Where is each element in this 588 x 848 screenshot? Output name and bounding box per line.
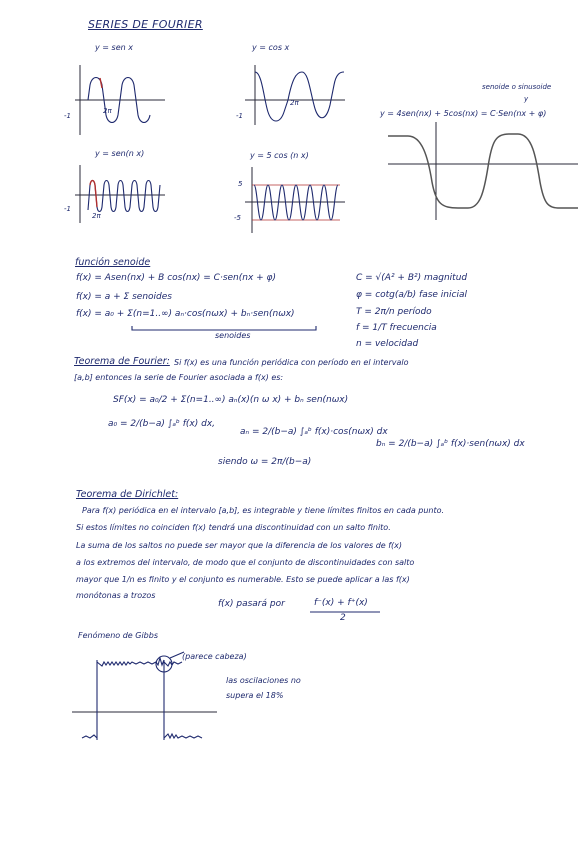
graph-senoide	[388, 122, 580, 222]
dirichlet-conv-den: 2	[340, 613, 346, 623]
fourier-heading: Teorema de Fourier:	[74, 356, 170, 367]
graph-5cos-pos: 5	[238, 180, 243, 188]
big-graph-note-y: y	[524, 95, 529, 103]
graph-senn	[70, 165, 170, 225]
graph-cos	[240, 60, 350, 130]
fourier-a0: a₀ = 2/(b−a) ∫ₐᵇ f(x) dx,	[108, 419, 216, 429]
senoide-eq3: f(x) = a₀ + Σ(n=1..∞) aₙ·cos(nωx) + bₙ·sen(nωx)	[76, 309, 295, 319]
graph-5cos	[240, 165, 350, 235]
dirichlet-l4: a los extremos del intervalo, de modo que el conjunto de discontinuidades con salto	[76, 558, 415, 567]
senoide-underbrace	[130, 325, 320, 333]
senoide-velocidad: n = velocidad	[356, 339, 419, 349]
senoide-eq1: f(x) = Asen(nx) + B cos(nx) = C·sen(nx + φ)	[76, 273, 277, 283]
fourier-sf: SF(x) = a₀/2 + Σ(n=1..∞) aₙ(x)(n ω x) + bₙ sen(nωx)	[113, 395, 349, 405]
dirichlet-l2: Si estos límites no coinciden f(x) tendrá una discontinuidad con un salto finito.	[76, 523, 391, 532]
gibbs-note2: las oscilaciones no	[226, 676, 301, 685]
graph-5cos-label: y = 5 cos (n x)	[250, 151, 309, 160]
graph-5cos-neg: -5	[234, 214, 241, 222]
gibbs-heading: Fenómeno de Gibbs	[78, 631, 158, 640]
dirichlet-conv-prefix: f(x) pasará por	[218, 599, 285, 609]
gibbs-note1: (parece cabeza)	[182, 652, 247, 661]
fourier-bn: bₙ = 2/(b−a) ∫ₐᵇ f(x)·sen(nωx) dx	[376, 439, 525, 449]
graph-sen-neg: -1	[64, 112, 71, 120]
graph-sen-period: 2π	[103, 107, 112, 115]
graph-gibbs	[72, 640, 222, 750]
fourier-an: aₙ = 2/(b−a) ∫ₐᵇ f(x)·cos(nωx) dx	[240, 427, 388, 437]
dirichlet-l1: Para f(x) periódica en el intervalo [a,b], es integrable y tiene límites finitos en cada punto.	[82, 506, 445, 515]
big-graph-formula: y = 4sen(nx) + 5cos(nx) = C·Sen(nx + φ)	[380, 109, 547, 118]
senoide-magnitud: C = √(A² + B²) magnitud	[356, 273, 468, 283]
graph-senn-period: 2π	[92, 212, 101, 220]
graph-cos-label: y = cos x	[252, 43, 290, 52]
dirichlet-l6: monótonas a trozos	[76, 591, 156, 600]
big-graph-note: senoide o sinusoide	[482, 83, 552, 91]
dirichlet-l5: mayor que 1/n es finito y el conjunto es numerable. Esto se puede aplicar a las f(x)	[76, 575, 410, 584]
gibbs-note3: supera el 18%	[226, 691, 284, 700]
fourier-line1: Si f(x) es una función periódica con período en el intervalo	[174, 358, 409, 367]
senoide-eq3-label: senoides	[215, 331, 251, 340]
senoide-heading: función senoide	[75, 257, 151, 268]
senoide-frecuencia: f = 1/T frecuencia	[356, 323, 437, 333]
dirichlet-fraction-bar	[310, 611, 382, 614]
graph-sen-label: y = sen x	[95, 43, 133, 52]
dirichlet-l3: La suma de los saltos no puede ser mayor que la diferencia de los valores de f(x)	[76, 541, 403, 550]
graph-cos-neg: -1	[236, 112, 243, 120]
page-title: SERIES DE FOURIER	[88, 18, 203, 31]
fourier-omega: siendo ω = 2π/(b−a)	[218, 457, 312, 467]
dirichlet-conv-num: f⁻(x) + f⁺(x)	[314, 598, 368, 608]
graph-senn-label: y = sen(n x)	[95, 149, 145, 158]
senoide-periodo: T = 2π/n período	[356, 307, 432, 317]
senoide-fase: φ = cotg(a/b) fase inicial	[356, 290, 467, 300]
fourier-line2: [a,b] entonces la serie de Fourier asociada a f(x) es:	[74, 373, 284, 382]
dirichlet-heading: Teorema de Dirichlet:	[76, 489, 179, 500]
senoide-eq2: f(x) = a + Σ senoides	[76, 292, 172, 302]
graph-senn-neg: -1	[64, 205, 71, 213]
graph-cos-period: 2π	[290, 99, 299, 107]
graph-sen	[70, 60, 170, 140]
